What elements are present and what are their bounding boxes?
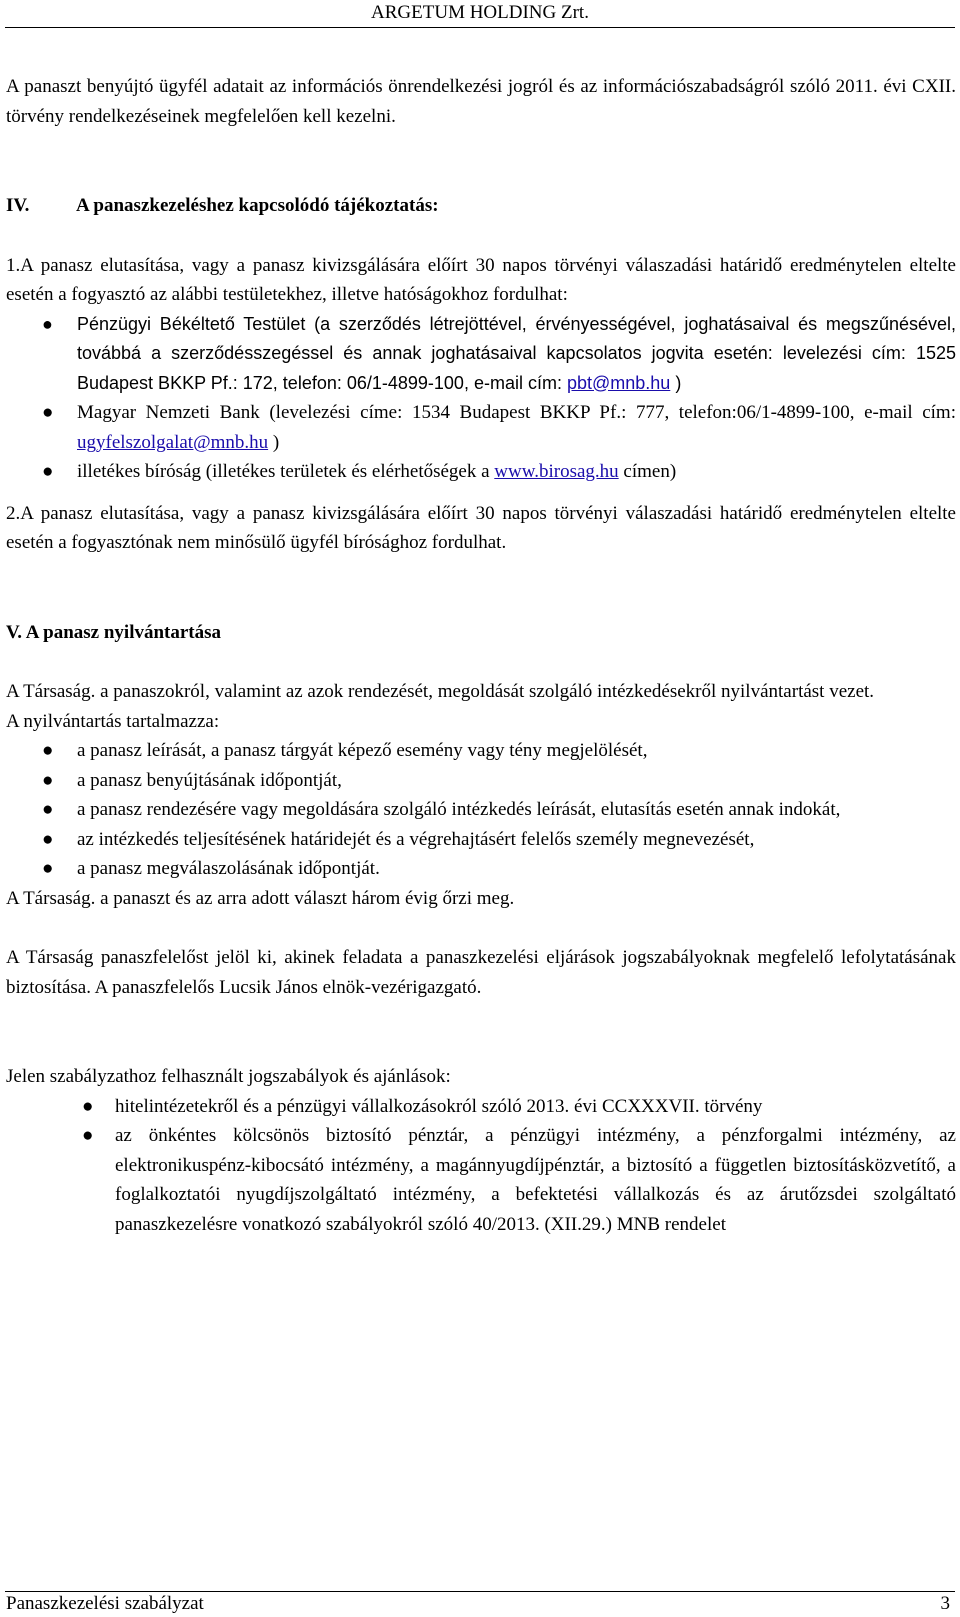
list-item-text: a panasz leírását, a panasz tárgyát képező esemény vagy tény megjelölését,: [77, 740, 648, 761]
list-item: [6, 1121, 956, 1239]
list-item: [6, 795, 956, 825]
bullet-dot-icon: ●: [42, 402, 54, 423]
page-number: 3: [940, 1593, 950, 1614]
list-item: [6, 825, 956, 855]
complaint-officer-paragraph: A Társaság panaszfelelőst jelöl ki, akinek feladata a panaszkezelési eljárások jogszabályoknak megfelelő lefolytatásának biztosítása. A panaszfelelős Lucsik János elnök-vezérigazgató.: [6, 947, 956, 998]
laws-list: [6, 1092, 956, 1240]
law-item-text: hitelintézetekről és a pénzügyi vállalkozásokról szóló 2013. évi CCXXXVII. törvény: [115, 1095, 763, 1117]
law-item-text: az önkéntes kölcsönös biztosító pénztár, a pénzügyi intézmény, a pénzforgalmi intézmény, az elektronikuspénz-kibocsátó intézmény, a magánnyugdíjpénztár, a biztosító a független biztosításközvetítő, a foglalkoztatói nyugdíjszolgáltató intézmény, a befektetési vállalkozás és az árutőzsdei szolgáltató panaszkezelésre vonatkozó szabályokról szóló 40/2013. (XII.29.) MNB rendelet: [115, 1125, 956, 1235]
bullet-dot-icon: ●: [42, 461, 54, 482]
bullet-dot-icon: ●: [82, 1125, 94, 1146]
mnb-email-link[interactable]: ugyfelszolgalat@mnb.hu: [77, 431, 269, 453]
bullet-dot-icon: ●: [42, 858, 54, 879]
page-header: ARGETUM HOLDING Zrt.: [371, 2, 589, 23]
retention-paragraph: A Társaság. a panaszt és az arra adott választ három évig őrzi meg.: [6, 887, 515, 909]
document-body: [6, 72, 956, 1239]
register-list-intro: A nyilvántartás tartalmazza:: [6, 710, 220, 732]
birosag-website-link[interactable]: www.birosag.hu: [494, 461, 619, 482]
list-item: [6, 1092, 956, 1122]
bullet-dot-icon: ●: [42, 769, 54, 791]
laws-intro: Jelen szabályzathoz felhasznált jogszabályok és ajánlások:: [6, 1066, 451, 1087]
section-iv-heading: [6, 191, 956, 221]
authority-mnb-text: Magyar Nemzeti Bank (levelezési címe: 1534 Budapest BKKP Pf.: 777, telefon:06/1-4899-100, e-mail cím:: [77, 402, 956, 423]
intro-paragraph: A panaszt benyújtó ügyfél adatait az információs önrendelkezési jogról és az információszabadságról szóló 2011. évi CXII. törvény rendelkezéseinek megfelelően kell kezelni.: [6, 76, 956, 127]
footer-document-title: Panaszkezelési szabályzat: [6, 1593, 204, 1614]
bullet-dot-icon: ●: [82, 1095, 94, 1117]
list-item-text: a panasz rendezésére vagy megoldására szolgáló intézkedés leírását, elutasítás esetén annak indokát,: [77, 799, 841, 820]
register-contents-list: [6, 736, 956, 884]
bullet-dot-icon: ●: [42, 313, 53, 334]
list-item: [6, 457, 956, 487]
authority-pbt-tail: ): [670, 372, 682, 393]
authority-pbt-text: Pénzügyi Békéltető Testület (a szerződés létrejöttével, érvényességével, joghatásaival és megszűnésével, továbbá a szerződésszegéssel és annak joghatásaival kapcsolatos jogvita esetén: levelezési cím: 1525 Budapest BKKP Pf.: 172, telefon: 06/1-4899-100, e-mail cím:: [77, 313, 956, 393]
authority-mnb-tail: ): [268, 431, 280, 453]
authority-court-text: illetékes bíróság (illetékes területek és elérhetőségek a: [77, 461, 495, 482]
list-item-text: a panasz megválaszolásának időpontját.: [77, 858, 380, 879]
bullet-dot-icon: ●: [42, 799, 54, 820]
list-item-text: a panasz benyújtásának időpontját,: [77, 769, 342, 791]
section-v-paragraph-1: A Társaság. a panaszokról, valamint az azok rendezését, megoldását szolgáló intézkedésekről nyilvántartást vezet.: [6, 681, 875, 702]
bullet-dot-icon: ●: [42, 828, 54, 850]
authority-list: [6, 310, 956, 487]
list-item: [6, 736, 956, 766]
bullet-dot-icon: ●: [42, 740, 54, 761]
list-item: [6, 398, 956, 457]
authority-court-tail: címen): [618, 461, 677, 482]
list-item: [6, 854, 956, 884]
section-v-heading: V. A panasz nyilvántartása: [6, 621, 222, 643]
list-item-text: az intézkedés teljesítésének határidejét és a végrehajtásért felelős személy megnevezését,: [77, 828, 755, 850]
section-iv-paragraph-1: 1.A panasz elutasítása, vagy a panasz kivizsgálására előírt 30 napos törvényi válaszadási határidő eredménytelen eltelte esetén a fogyasztó az alábbi testületekhez, illetve hatóságokhoz fordulhat:: [6, 254, 956, 305]
list-item: [6, 766, 956, 796]
list-item: [6, 310, 956, 399]
page-footer: [6, 1592, 950, 1616]
pbt-email-link[interactable]: pbt@mnb.hu: [566, 372, 671, 393]
section-iv-title: A panaszkezeléshez kapcsolódó tájékoztatás:: [76, 195, 439, 216]
section-iv-number: IV.: [6, 195, 30, 216]
section-iv-paragraph-2: 2.A panasz elutasítása, vagy a panasz kivizsgálására előírt 30 napos törvényi válaszadási határidő eredménytelen eltelte esetén a fogyasztónak nem minősülő ügyfél bírósághoz fordulhat.: [6, 502, 956, 553]
header-divider: [5, 27, 955, 28]
